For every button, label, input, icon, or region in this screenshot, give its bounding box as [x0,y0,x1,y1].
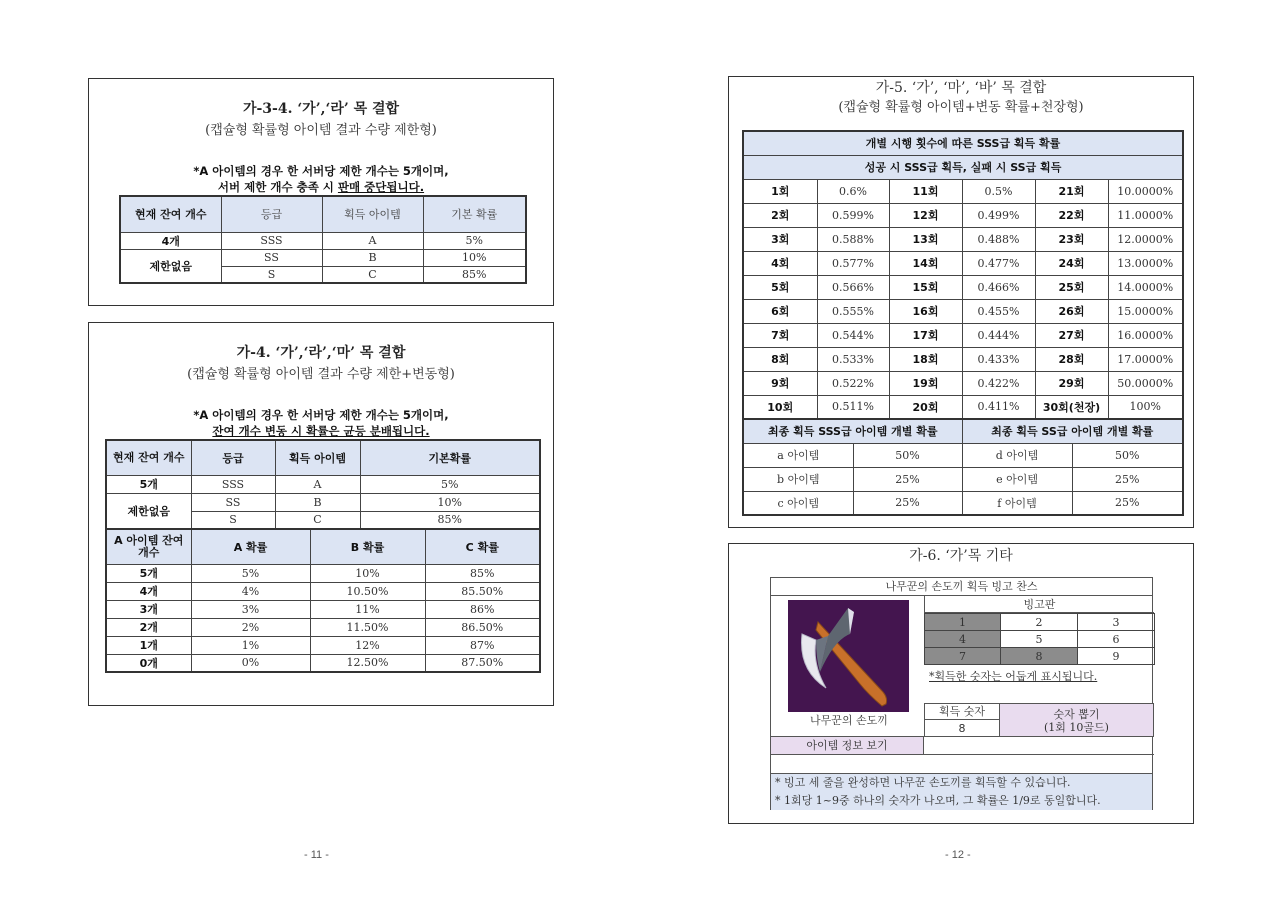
col-item: 획득 아이템 [275,440,360,475]
cell-rate: 5% [360,475,540,493]
col-a-rate: A 확률 [191,529,310,564]
bingo-cell[interactable]: 7 [925,648,1001,665]
cell-rate: 0.433% [962,347,1035,371]
note-line-2-plain: 서버 제한 개수 충족 시 [217,180,338,194]
cell-c: 87% [425,636,540,654]
section-4-frame [88,322,554,706]
cell-trial: 6회 [743,299,817,323]
table-row [743,443,1183,467]
bingo-footnotes [771,773,1152,810]
table-row [743,251,1183,275]
page-number-11: - 11 - [304,849,329,861]
cell-trial: 11회 [889,179,962,203]
table-row [106,582,540,600]
cell-item: d 아이템 [962,443,1072,467]
cell-trial: 5회 [743,275,817,299]
cell-rate: 0.488% [962,227,1035,251]
cell-trial: 20회 [889,395,962,419]
table-row [743,179,1183,203]
cell-rate: 0.6% [817,179,889,203]
cell-item: c 아이템 [743,491,853,515]
cell-trial: 21회 [1035,179,1108,203]
cell-count: 1개 [106,636,191,654]
col-grade: 등급 [191,440,275,475]
bingo-title: 나무꾼의 손도끼 획득 빙고 찬스 [771,578,1152,596]
cell-trial: 2회 [743,203,817,227]
cell-trial: 28회 [1035,347,1108,371]
cell-remaining: 5개 [106,475,191,493]
table-header-1: 개별 시행 횟수에 따른 SSS급 획득 확률 [743,131,1183,155]
section-3-4-frame [88,78,554,306]
cell-trial: 13회 [889,227,962,251]
page-number-12: - 12 - [945,849,971,861]
acquired-number-value: 8 [924,719,1000,737]
rate-by-remaining-table [105,528,541,673]
cell-count: 3개 [106,600,191,618]
cell-trial: 26회 [1035,299,1108,323]
cell-rate: 0.588% [817,227,889,251]
cell-count: 0개 [106,654,191,672]
cell-c: 87.50% [425,654,540,672]
item-image [788,600,909,712]
cell-rate: 17.0000% [1108,347,1183,371]
footnote-1: * 빙고 세 줄을 완성하면 나무꾼 손도끼를 획득할 수 있습니다. [775,776,1071,789]
cell-a: 3% [191,600,310,618]
cell-a: 4% [191,582,310,600]
cell-remaining: 제한없음 [120,249,221,283]
cell-rate: 15.0000% [1108,299,1183,323]
cell-rate: 0.466% [962,275,1035,299]
cell-trial: 23회 [1035,227,1108,251]
variable-quantity-table [105,439,541,530]
cell-item: B [322,249,423,266]
cell-trial: 8회 [743,347,817,371]
cell-a: 2% [191,618,310,636]
cell-trial: 4회 [743,251,817,275]
col-item: 획득 아이템 [322,196,423,232]
table-row [743,203,1183,227]
cell-rate: 10% [423,249,526,266]
cell-a: 5% [191,564,310,582]
cell-b: 11.50% [310,618,425,636]
cell-grade: S [191,511,275,529]
cell-rate: 0.411% [962,395,1035,419]
item-info-area [924,736,1154,755]
cell-rate: 25% [1072,491,1183,515]
cell-rate: 0.533% [817,347,889,371]
cell-a: 1% [191,636,310,654]
cell-trial: 10회 [743,395,817,419]
cell-grade: SSS [191,475,275,493]
table-row [743,491,1183,515]
final-ss-header: 최종 획득 SS급 아이템 개별 확률 [962,419,1183,443]
bingo-cell[interactable]: 3 [1078,614,1155,631]
table-row [743,323,1183,347]
cell-trial: 14회 [889,251,962,275]
draw-button-cost: (1회 10골드) [1044,721,1109,734]
bingo-cell[interactable]: 4 [925,631,1001,648]
cell-trial: 25회 [1035,275,1108,299]
cell-remaining: 제한없음 [106,493,191,529]
cell-item: C [275,511,360,529]
cell-rate: 0.499% [962,203,1035,227]
section-3-4-subtitle: (캡슐형 확률형 아이템 결과 수량 제한형) [205,123,437,138]
cell-trial: 24회 [1035,251,1108,275]
table-row [743,275,1183,299]
col-grade: 등급 [221,196,322,232]
cell-c: 85.50% [425,582,540,600]
cell-trial: 30회(천장) [1035,395,1108,419]
final-item-rate-table [742,418,1184,516]
table-row [743,299,1183,323]
note-line-2 [89,179,553,195]
table-row [743,227,1183,251]
bingo-cell[interactable]: 6 [1078,631,1155,648]
cell-rate: 0.566% [817,275,889,299]
cell-grade: S [221,266,322,283]
cell-rate: 50% [1072,443,1183,467]
cell-trial: 18회 [889,347,962,371]
cell-rate: 0.455% [962,299,1035,323]
col-remaining: 현재 잔여 개수 [120,196,221,232]
cell-grade: SS [221,249,322,266]
cell-rate: 85% [423,266,526,283]
table-row [106,654,540,672]
section-3-4-title: 가-3-4. ‘가’,‘라’ 목 결합 [242,101,400,117]
cell-rate: 10.0000% [1108,179,1183,203]
cell-rate: 0.422% [962,371,1035,395]
draw-button-label: 숫자 뽑기 [1053,708,1100,721]
cell-rate: 0.522% [817,371,889,395]
note-line-2-underlined: 판매 중단됩니다. [337,180,425,194]
cell-trial: 29회 [1035,371,1108,395]
cell-trial: 7회 [743,323,817,347]
cell-rate: 100% [1108,395,1183,419]
table-row [743,347,1183,371]
cell-grade: SSS [221,232,322,249]
table-row [106,493,540,511]
bingo-board-note: *획득한 숫자는 어둡게 표시됩니다. [929,670,1098,683]
bingo-board-label: 빙고판 [924,596,1154,613]
bingo-cell[interactable]: 5 [1001,631,1078,648]
cell-grade: SS [191,493,275,511]
section-4-note [89,407,553,439]
cell-rate: 0.5% [962,179,1035,203]
note-line-1: *A 아이템의 경우 한 서버당 제한 개수는 5개이며, [193,164,449,178]
note-line-2-underlined: 잔여 개수 변동 시 확률은 균등 분배됩니다. [212,424,430,438]
table-row [743,395,1183,419]
cell-rate: 5% [423,232,526,249]
cell-trial: 19회 [889,371,962,395]
bingo-cell[interactable]: 9 [1078,648,1155,665]
cell-trial: 12회 [889,203,962,227]
cell-b: 12.50% [310,654,425,672]
cell-rate: 14.0000% [1108,275,1183,299]
cell-remaining: 4개 [120,232,221,249]
cell-rate: 25% [853,491,962,515]
cell-item: a 아이템 [743,443,853,467]
cell-item: C [322,266,423,283]
section-4-title: 가-4. ‘가’,‘라’,‘마’ 목 결합 [236,345,406,361]
cell-b: 10.50% [310,582,425,600]
col-remaining: 현재 잔여 개수 [106,440,191,475]
cell-rate: 0.444% [962,323,1035,347]
col-rate: 기본확률 [360,440,540,475]
col-b-rate: B 확률 [310,529,425,564]
bingo-panel [770,577,1153,810]
cell-rate: 0.599% [817,203,889,227]
pity-probability-table [742,130,1184,420]
cell-item: f 아이템 [962,491,1072,515]
cell-item: e 아이템 [962,467,1072,491]
section-6-title: 가-6. ‘가’목 기타 [909,548,1013,564]
cell-c: 85% [425,564,540,582]
cell-trial: 27회 [1035,323,1108,347]
table-row [106,564,540,582]
cell-rate: 12.0000% [1108,227,1183,251]
cell-rate: 50.0000% [1108,371,1183,395]
cell-rate: 16.0000% [1108,323,1183,347]
section-5-subtitle: (캡슐형 확률형 아이템+변동 확률+천장형) [838,100,1084,115]
draw-number-button[interactable] [999,703,1154,737]
cell-rate: 50% [853,443,962,467]
section-5-frame [728,76,1194,528]
footnote-2: * 1회당 1~9중 하나의 숫자가 나오며, 그 확률은 1/9로 동일합니다. [775,794,1101,807]
table-row [106,618,540,636]
note-line-1: *A 아이템의 경우 한 서버당 제한 개수는 5개이며, [193,408,449,422]
table-row [743,467,1183,491]
cell-rate: 0.477% [962,251,1035,275]
section-3-4-note [89,163,553,195]
cell-item: B [275,493,360,511]
cell-c: 86% [425,600,540,618]
cell-rate: 10% [360,493,540,511]
cell-rate: 85% [360,511,540,529]
cell-b: 11% [310,600,425,618]
cell-trial: 15회 [889,275,962,299]
cell-item: b 아이템 [743,467,853,491]
cell-item: A [322,232,423,249]
table-row [106,636,540,654]
cell-trial: 17회 [889,323,962,347]
table-row [106,475,540,493]
bingo-board [924,613,1155,665]
cell-rate: 25% [1072,467,1183,491]
col-a-remaining: A 아이템 잔여 개수 [106,529,191,564]
cell-c: 86.50% [425,618,540,636]
bingo-cell[interactable]: 1 [925,614,1001,631]
table-row [120,232,526,249]
table-header-2: 성공 시 SSS급 획득, 실패 시 SS급 획득 [743,155,1183,179]
cell-count: 5개 [106,564,191,582]
cell-rate: 25% [853,467,962,491]
table-row [106,600,540,618]
cell-rate: 13.0000% [1108,251,1183,275]
col-c-rate: C 확률 [425,529,540,564]
cell-count: 2개 [106,618,191,636]
cell-a: 0% [191,654,310,672]
table-row [120,249,526,266]
bingo-cell[interactable]: 2 [1001,614,1078,631]
cell-b: 10% [310,564,425,582]
cell-count: 4개 [106,582,191,600]
cell-trial: 9회 [743,371,817,395]
cell-trial: 16회 [889,299,962,323]
col-rate: 기본 확률 [423,196,526,232]
acquired-number-label: 획득 숫자 [924,703,1000,720]
cell-rate: 0.555% [817,299,889,323]
section-4-subtitle: (캡슐형 확률형 아이템 결과 수량 제한+변동형) [187,367,455,382]
cell-rate: 0.544% [817,323,889,347]
section-6-frame [728,543,1194,824]
table-row [743,371,1183,395]
cell-rate: 0.577% [817,251,889,275]
cell-item: A [275,475,360,493]
final-sss-header: 최종 획득 SSS급 아이템 개별 확률 [743,419,962,443]
cell-rate: 11.0000% [1108,203,1183,227]
limited-quantity-table [119,195,527,284]
hand-axe-icon [788,600,909,712]
cell-rate: 0.511% [817,395,889,419]
section-5-title: 가-5. ‘가’, ‘마’, ‘바’ 목 결합 [875,80,1047,96]
item-info-button[interactable]: 아이템 정보 보기 [771,736,924,755]
cell-trial: 3회 [743,227,817,251]
bingo-cell[interactable]: 8 [1001,648,1078,665]
cell-trial: 1회 [743,179,817,203]
cell-b: 12% [310,636,425,654]
item-name: 나무꾼의 손도끼 [810,714,888,727]
cell-trial: 22회 [1035,203,1108,227]
